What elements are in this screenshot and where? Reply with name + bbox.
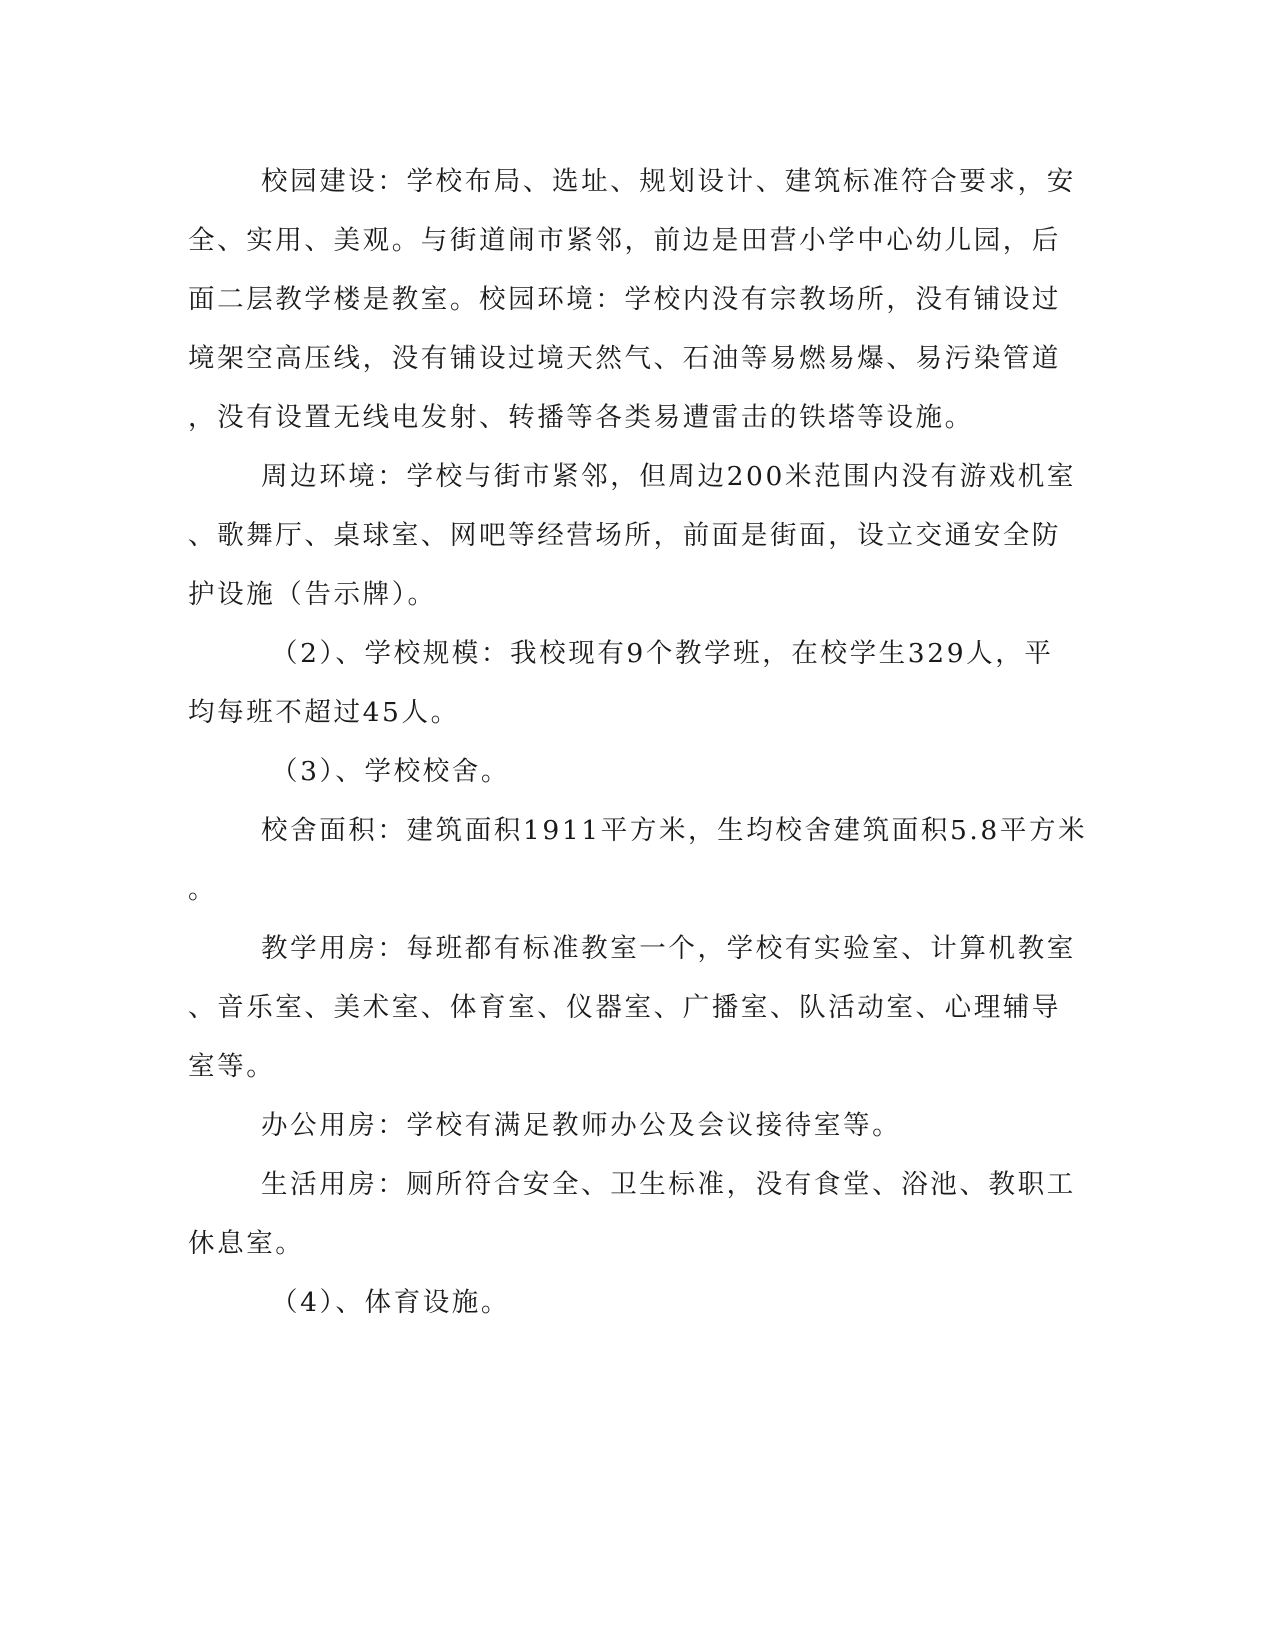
paragraph-line: 周边环境：学校与街市紧邻，但周边200米范围内没有游戏机室 xyxy=(261,461,1076,492)
paragraph-line: 校园建设：学校布局、选址、规划设计、建筑标准符合要求，安 xyxy=(261,166,1076,197)
paragraph-line: 校舍面积：建筑面积1911平方米，生均校舍建筑面积5.8平方米 xyxy=(261,815,1088,846)
paragraph-line: 生活用房：厕所符合安全、卫生标准，没有食堂、浴池、教职工 xyxy=(261,1169,1076,1200)
section-heading: （3）、学校校舍。 xyxy=(271,756,511,787)
paragraph-line: 境架空高压线，没有铺设过境天然气、石油等易燃易爆、易污染管道 xyxy=(188,343,1061,374)
paragraph-line: 教学用房：每班都有标准教室一个，学校有实验室、计算机教室 xyxy=(261,933,1076,964)
paragraph-line: 。 xyxy=(188,874,218,905)
paragraph-line: 休息室。 xyxy=(188,1228,305,1259)
paragraph-line: 面二层教学楼是教室。校园环境：学校内没有宗教场所，没有铺设过 xyxy=(188,284,1061,315)
paragraph-line: 室等。 xyxy=(188,1051,276,1082)
paragraph-line: 办公用房：学校有满足教师办公及会议接待室等。 xyxy=(261,1110,902,1141)
paragraph-line: 、歌舞厅、桌球室、网吧等经营场所，前面是街面，设立交通安全防 xyxy=(188,520,1061,551)
section-heading: （2）、学校规模：我校现有9个教学班，在校学生329人，平 xyxy=(271,638,1054,669)
paragraph-line: 、音乐室、美术室、体育室、仪器室、广播室、队活动室、心理辅导 xyxy=(188,992,1061,1023)
paragraph-line: ，没有设置无线电发射、转播等各类易遭雷击的铁塔等设施。 xyxy=(188,402,974,433)
paragraph-line: 全、实用、美观。与街道闹市紧邻，前边是田营小学中心幼儿园，后 xyxy=(188,225,1061,256)
paragraph-line: 均每班不超过45人。 xyxy=(188,697,460,728)
section-heading: （4）、体育设施。 xyxy=(271,1287,511,1318)
paragraph-line: 护设施（告示牌）。 xyxy=(188,579,437,610)
